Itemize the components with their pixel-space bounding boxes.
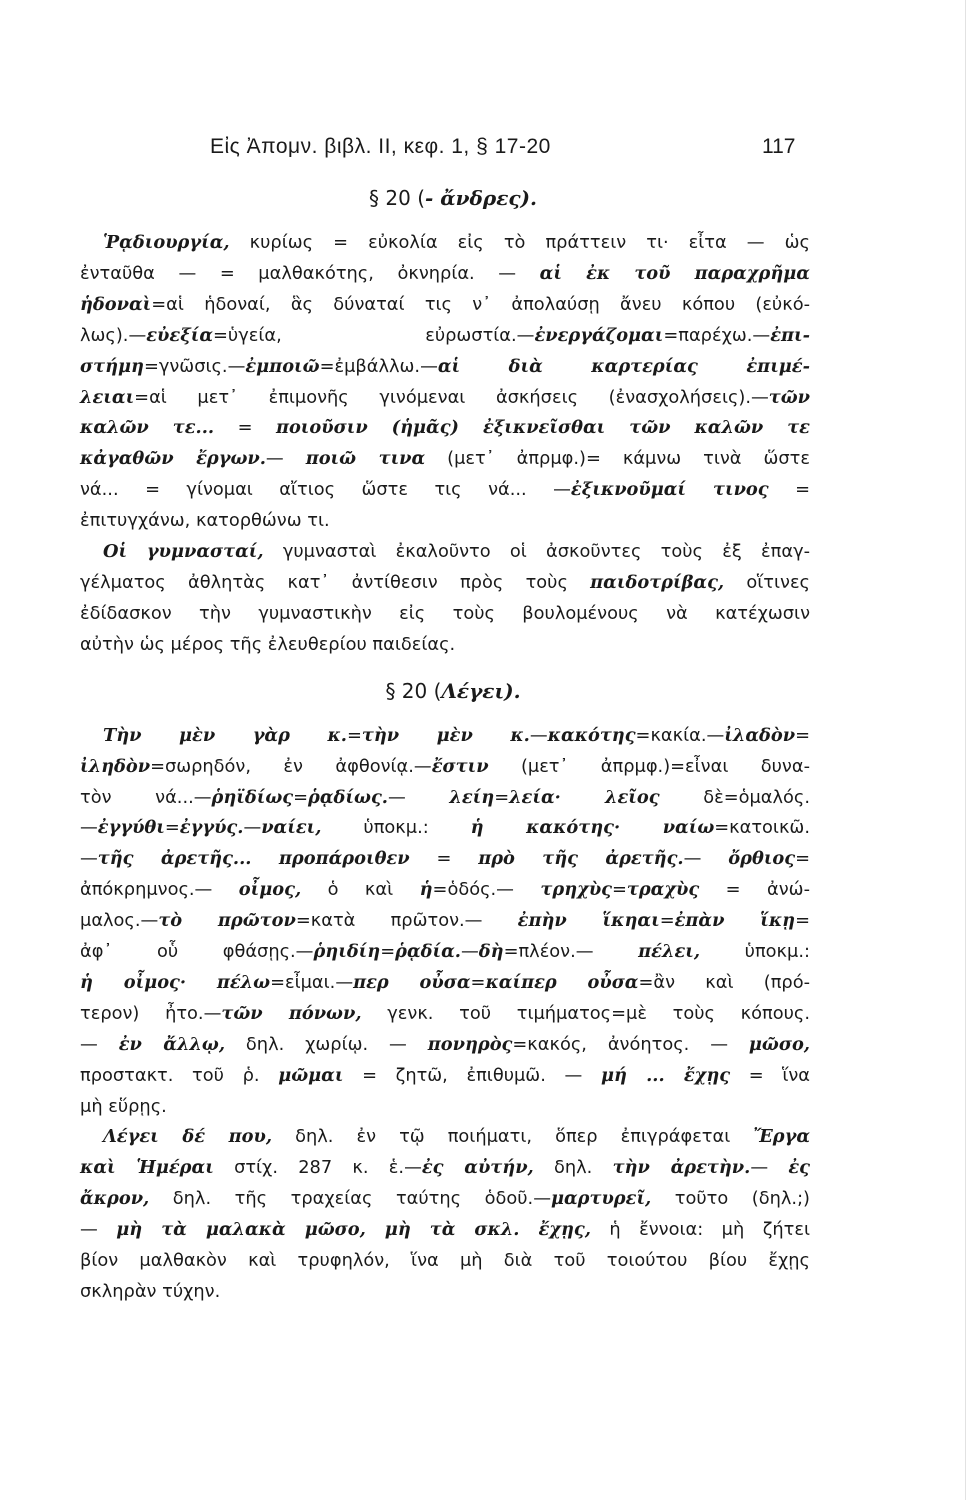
text-line xyxy=(80,537,810,568)
gloss-text: = ἵνα xyxy=(730,1064,811,1086)
gloss-text: =κατοικῶ. xyxy=(714,817,810,839)
headword: ἐς αὐτήν, xyxy=(421,1157,534,1179)
headword: μή ... ἔχῃς xyxy=(600,1064,731,1086)
gloss-text: τὸν νά...— xyxy=(80,786,212,808)
text-line xyxy=(80,290,810,321)
text-line xyxy=(80,413,810,444)
section-a-paragraphs xyxy=(80,228,810,661)
headword: τὸ πρῶτον xyxy=(158,910,296,932)
gloss-text: =παρέχω.— xyxy=(663,324,771,346)
headword: ἐμποιῶ xyxy=(245,355,320,377)
gloss-text: τοῦτο (δηλ.;) xyxy=(651,1188,810,1210)
headword: τῆς ἀρετῆς... προπάροιθεν xyxy=(97,848,410,870)
headword: ἐπι- xyxy=(770,324,810,346)
headword: τρηχὺς xyxy=(540,879,612,901)
text-line xyxy=(80,875,810,906)
headword: κακότης xyxy=(547,724,636,746)
gloss-text: — xyxy=(683,848,729,870)
headword: ἐξικνοῦμαί τινος xyxy=(570,479,769,501)
gloss-text: τερον) ἦτο.— xyxy=(80,1002,222,1024)
headword: πέλει, xyxy=(638,941,701,963)
headword: ἡδοναὶ xyxy=(80,293,152,315)
headword: τὴν ἀρετὴν. xyxy=(612,1157,751,1179)
gloss-text: λως).— xyxy=(80,324,147,346)
gloss-text: = xyxy=(346,724,362,746)
gloss-text: =εἶμαι.— xyxy=(270,971,354,993)
gloss-text: — xyxy=(460,941,479,963)
gloss-text: — xyxy=(265,448,306,470)
text-line xyxy=(80,1277,810,1308)
section-b-paragraphs xyxy=(80,721,810,1308)
headword: ἐπὴν ἵκηαι xyxy=(517,910,660,932)
gloss-text: δηλ. xyxy=(533,1157,613,1179)
gloss-text: =γνῶσις.— xyxy=(143,355,246,377)
text-line xyxy=(80,783,810,814)
gloss-text: = xyxy=(795,848,811,870)
headword: τῶν xyxy=(768,386,810,408)
gloss-text: = xyxy=(164,817,180,839)
gloss-text: γενκ. τοῦ τιμήματος=μὲ τοὺς κόπους. xyxy=(361,1002,810,1024)
gloss-text: δηλ. ἐν τῷ ποιήματι, ὅπερ ἐπιγράφεται xyxy=(272,1126,754,1148)
headword: ἐνεργάζομαι xyxy=(534,324,664,346)
gloss-text: =πλέον.— xyxy=(503,941,639,963)
gloss-text: = xyxy=(470,971,486,993)
headword: ἡ οἶμος· πέλω xyxy=(80,971,271,993)
headword: ἰληδὸν xyxy=(80,755,151,777)
gloss-text: ἀφ᾿ οὗ φθάσῃς.— xyxy=(80,941,314,963)
gloss-text: δηλ. τῆς τραχείας ταύτης ὁδοῦ.— xyxy=(149,1188,551,1210)
headword: καλῶν τε... xyxy=(80,417,215,439)
gloss-text: — xyxy=(750,1157,789,1179)
headword: οἶμος, xyxy=(238,879,302,901)
gloss-text: οἵτινες xyxy=(724,571,810,593)
text-line xyxy=(80,352,810,383)
headword: Λέγει δέ που, xyxy=(103,1126,273,1148)
text-line xyxy=(80,1184,810,1215)
headword: καὶ Ἡμέραι xyxy=(80,1157,214,1179)
gloss-text: =ὁδός.— xyxy=(432,879,541,901)
headword: ἐγγύθι xyxy=(97,817,165,839)
text-line xyxy=(80,1092,810,1123)
gloss-text: = ἀνώ- xyxy=(699,879,810,901)
headword: Ῥᾳδιουργία, xyxy=(103,232,230,253)
section-heading-legei xyxy=(80,661,810,721)
gloss-text: — xyxy=(80,1033,119,1055)
gloss-text: =κατὰ πρῶτον.— xyxy=(295,910,518,932)
commentary-text xyxy=(80,168,810,1308)
headword: ἔστιν xyxy=(431,755,489,777)
headword: ποιοῦσιν (ἡμᾶς) ἐξικνεῖσθαι τῶν καλῶν τε xyxy=(275,417,810,439)
gloss-text: = xyxy=(768,479,810,501)
gloss-text: σκληρὰν τύχην. xyxy=(80,1281,221,1302)
gloss-text: — xyxy=(80,1219,117,1241)
gloss-text: = xyxy=(380,941,396,963)
section-heading-title: - ἄνδρες). xyxy=(425,186,537,210)
text-line xyxy=(80,1030,810,1061)
headword: ποιῶ τινα xyxy=(305,448,426,470)
text-line xyxy=(80,599,810,630)
gloss-text: ὑποκμ.: xyxy=(700,941,810,963)
headword: λεία· λεῖος xyxy=(509,786,660,808)
page-number: 117 xyxy=(762,135,796,158)
headword: μῶμαι xyxy=(278,1064,344,1086)
gloss-text: =ἂν καὶ (πρό- xyxy=(638,971,810,993)
gloss-text: =σωρηδόν, ἐν ἀφθονίᾳ.— xyxy=(150,755,432,777)
gloss-text: ἡ ἔννοια: μὴ ζήτει xyxy=(590,1219,810,1241)
gloss-text: γέλματος ἀθλητὰς κατ᾿ ἀντίθεσιν πρὸς τοὺς xyxy=(80,571,591,593)
headword: πρὸ τῆς ἀρετῆς. xyxy=(478,848,684,870)
headword: πονηρὸς xyxy=(427,1033,513,1055)
gloss-text: = xyxy=(214,417,276,439)
gloss-text: προστακτ. τοῦ ῥ. xyxy=(80,1064,279,1086)
headword: Τὴν μὲν γὰρ κ. xyxy=(103,724,347,746)
headword: καίπερ οὖσα xyxy=(485,971,639,993)
gloss-text: ὁ καὶ xyxy=(301,879,420,901)
text-line xyxy=(80,1153,810,1184)
gloss-text: δὲ=ὁμαλός. xyxy=(659,786,811,808)
headword: Ἔργα xyxy=(753,1126,810,1148)
gloss-text: νά... = γίνομαι αἴτιος ὥστε τις νά... — xyxy=(80,479,571,501)
headword: μὴ τὰ μαλακὰ μῶσο, μὴ τὰ σκλ. ἔχῃς, xyxy=(116,1219,591,1241)
gloss-text: =ὑγεία, εὐρωστία.— xyxy=(213,324,535,346)
headword: δὴ xyxy=(478,941,504,963)
gloss-text: =αἱ μετ᾿ ἐπιμονῆς γινόμεναι ἀσκήσεις (ἐνασχολήσεις).— xyxy=(134,386,769,408)
gloss-text: ἐδίδασκον τὴν γυμναστικὴν εἰς τοὺς βουλομένους νὰ κατέχωσιν xyxy=(80,602,810,624)
headword: ἐπὰν ἵκῃ xyxy=(674,910,796,932)
headword: ῥηιδίη xyxy=(313,941,381,963)
gloss-text: = xyxy=(494,786,510,808)
gloss-text: στίχ. 287 κ. ἑ.— xyxy=(213,1157,422,1179)
headword: αἱ διὰ καρτερίας ἐπιμέ- xyxy=(437,355,810,377)
headword: τὴν μὲν κ. xyxy=(361,724,530,746)
headword: ἡ xyxy=(419,879,433,901)
gloss-text: = xyxy=(795,910,810,932)
gloss-text: αὐτὴν ὡς μέρος τῆς ἐλευθερίου παιδείας. xyxy=(80,633,456,655)
text-line xyxy=(80,259,810,290)
text-line xyxy=(80,937,810,968)
gloss-text: = ζητῶ, ἐπιθυμῶ. — xyxy=(343,1064,601,1086)
gloss-text: ἐνταῦθα — = μαλθακότης, ὀκνηρία. — xyxy=(80,262,540,284)
headword: λείη xyxy=(449,786,495,808)
text-line xyxy=(80,906,810,937)
section-heading-andres xyxy=(80,168,810,228)
gloss-text: βίον μαλθακὸν καὶ τρυφηλόν, ἵνα μὴ διὰ τοῦ τοιούτου βίου ἔχῃς xyxy=(80,1250,810,1272)
text-line xyxy=(80,475,810,506)
gloss-text: (μετ᾿ ἀπρμφ.)=εἶναι δυνα- xyxy=(488,755,810,777)
text-line xyxy=(80,630,810,661)
section-heading-title: Λέγει). xyxy=(441,678,521,703)
text-line xyxy=(80,752,810,783)
text-line xyxy=(80,444,810,475)
text-line xyxy=(80,1122,810,1153)
headword: τραχὺς xyxy=(626,879,700,901)
running-header: Εἰς Ἀπομν. βιβλ. ΙΙ, κεφ. 1, § 17-20 xyxy=(210,135,551,158)
gloss-text: =κακός, ἀνόητος. — xyxy=(512,1033,749,1055)
headword: αἱ ἐκ τοῦ παραχρῆμα xyxy=(539,262,810,284)
headword: Οἱ γυμνασταί, xyxy=(103,541,264,563)
gloss-text: δηλ. χωρίῳ. — xyxy=(225,1033,428,1055)
section-heading-prefix: § 20 ( xyxy=(385,678,442,703)
gloss-text: ὑποκμ.: xyxy=(321,817,471,839)
headword: ἄκρον, xyxy=(80,1188,150,1210)
headword: ἰλαδὸν xyxy=(724,724,796,746)
headword: ναίει, xyxy=(261,817,322,839)
gloss-text: — xyxy=(80,817,98,839)
headword: παιδοτρίβας, xyxy=(590,571,725,593)
text-line xyxy=(80,568,810,599)
text-line xyxy=(80,1215,810,1246)
headword: περ οὖσα xyxy=(353,971,471,993)
headword: λειαι xyxy=(80,386,135,408)
text-line xyxy=(80,321,810,352)
gloss-text: = xyxy=(409,848,479,870)
text-line xyxy=(80,1246,810,1277)
headword: ἐγγύς. xyxy=(179,817,244,839)
gloss-text: — xyxy=(243,817,262,839)
section-heading-prefix: § 20 ( xyxy=(369,186,426,210)
text-line xyxy=(80,813,810,844)
gloss-text: =κακία.— xyxy=(635,724,725,746)
gloss-text: = xyxy=(659,910,675,932)
headword: μῶσο, xyxy=(748,1033,810,1055)
headword: ῥᾳδίως. xyxy=(308,786,388,808)
headword: ὄρθιος xyxy=(728,848,796,870)
gloss-text: = xyxy=(611,879,627,901)
gloss-text: = xyxy=(795,724,811,746)
gloss-text: — xyxy=(529,724,548,746)
text-line xyxy=(80,999,810,1030)
gloss-text: =αἱ ἡδοναί, ἃς δύναταί τις ν᾿ ἀπολαύσῃ ἄνευ κόπου (εὐκό- xyxy=(151,293,810,315)
headword: εὐεξία xyxy=(146,324,214,346)
gloss-text: ἐπιτυγχάνω, κατορθώνω τι. xyxy=(80,510,330,532)
headword: μαρτυρεῖ, xyxy=(550,1188,652,1210)
headword: τῶν πόνων, xyxy=(221,1002,362,1024)
gloss-text: ἀπόκρημνος.— xyxy=(80,879,239,901)
headword: κἀγαθῶν ἔργων. xyxy=(80,448,266,470)
headword: στήμη xyxy=(80,355,144,377)
text-line xyxy=(80,721,810,752)
headword: ἐς xyxy=(788,1157,811,1179)
text-line xyxy=(80,506,810,537)
gloss-text: =ἐμβάλλω.— xyxy=(319,355,438,377)
gloss-text: γυμνασταὶ ἐκαλοῦντο οἱ ἀσκοῦντες τοὺς ἐξ ἐπαγ- xyxy=(263,541,811,563)
text-line xyxy=(80,844,810,875)
gloss-text: μὴ εὕρῃς. xyxy=(80,1095,167,1117)
text-line xyxy=(80,968,810,999)
headword: ἡ κακότης· ναίω xyxy=(470,817,715,839)
headword: ἐν ἄλλῳ, xyxy=(118,1033,226,1055)
gloss-text: — xyxy=(387,786,450,808)
gloss-text: = xyxy=(293,786,309,808)
text-line xyxy=(80,228,810,259)
gloss-text: μαλος.— xyxy=(80,910,159,932)
gloss-text: κυρίως = εὐκολία εἰς τὸ πράττειν τι· εἶτα — ὡς xyxy=(229,232,810,253)
headword: ῥηϊδίως xyxy=(211,786,294,808)
headword: ῥᾳδία. xyxy=(395,941,461,963)
text-line xyxy=(80,383,810,414)
text-line xyxy=(80,1061,810,1092)
gloss-text: — xyxy=(80,848,98,870)
gloss-text: (μετ᾿ ἀπρμφ.)= κάμνω τινὰ ὥστε xyxy=(425,448,810,470)
